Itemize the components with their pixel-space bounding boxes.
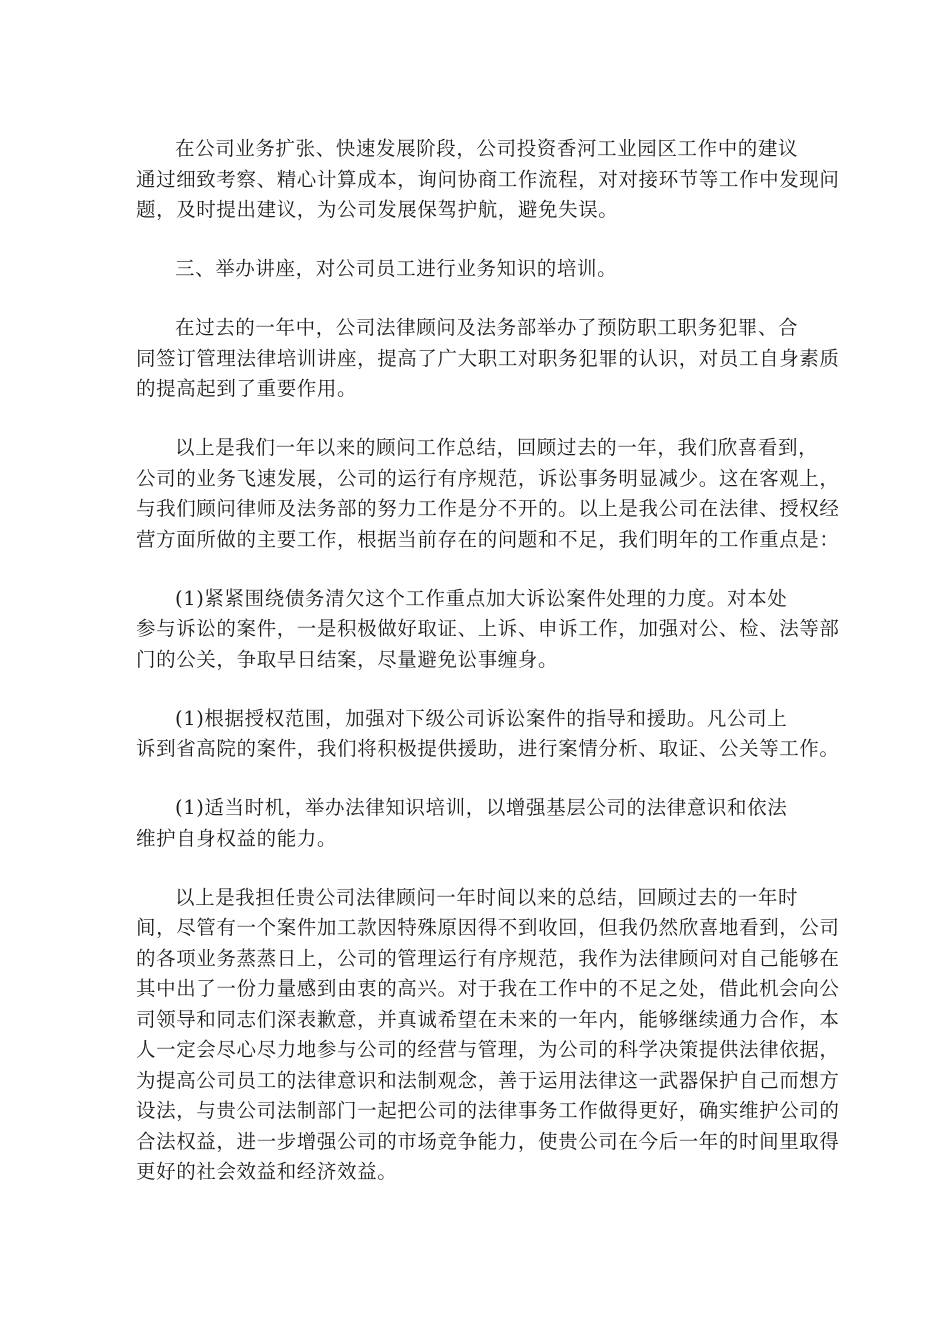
text-line: 以上是我担任贵公司法律顾问一年时间以来的总结，回顾过去的一年时 [175, 885, 799, 909]
document-body [136, 134, 840, 1216]
paragraph-training-lectures [136, 313, 840, 405]
text-line: 公司的业务飞速发展，公司的运行有序规范，诉讼事务明显减少。这在客观上， [136, 466, 840, 490]
text-line: (1)紧紧围绕债务清欠这个工作重点加大诉讼案件处理的力度。对本处 [175, 586, 788, 610]
text-line: (1)适当时机，举办法律知识培训，以增强基层公司的法律意识和依法 [175, 796, 788, 819]
text-line: 维护自身权益的能力。 [136, 826, 338, 850]
text-line: 诉到省高院的案件，我们将积极提供援助，进行案情分析、取证、公关等工作。 [136, 737, 840, 760]
text-line: 与我们顾问律师及法务部的努力工作是分不开的。以上是我公司在法律、授权经 [136, 497, 840, 520]
text-line: 通过细致考察、精心计算成本，询问协商工作流程，对对接环节等工作中发现问 [136, 167, 840, 191]
list-item-legal-training [136, 793, 816, 854]
list-item-subsidiary-guidance [136, 704, 840, 765]
paragraph-park-proposal [136, 134, 840, 226]
paragraph-annual-summary [136, 433, 840, 555]
text-line: 间，尽管有一个案件加工款因特殊原因得不到收回，但我仍然欣喜地看到，公司 [136, 916, 840, 939]
list-item-debt-litigation [136, 584, 840, 676]
text-line: 合法权益，进一步增强公司的市场竞争能力，使贵公司在今后一年的时间里取得 [136, 1129, 840, 1153]
text-line: 设法，与贵公司法制部门一起把公司的法律事务工作做得更好，确实维护公司的 [136, 1099, 840, 1122]
text-line: 三、举办讲座，对公司员工进行业务知识的培训。 [175, 257, 618, 280]
text-line: 营方面所做的主要工作，根据当前存在的问题和不足，我们明年的工作重点是： [136, 527, 840, 551]
text-line: 为提高公司员工的法律意识和法制观念，善于运用法律这一武器保护自己而想方 [136, 1068, 840, 1092]
text-line: 的各项业务蒸蒸日上，公司的管理运行有序规范，我作为法律顾问对自己能够在 [136, 946, 840, 970]
text-line: 的提高起到了重要作用。 [136, 377, 358, 400]
section-heading-lectures [136, 254, 816, 285]
text-line: 题，及时提出建议，为公司发展保驾护航，避免失误。 [136, 198, 619, 221]
text-line: 更好的社会效益和经济效益。 [136, 1160, 398, 1183]
paragraph-closing-summary [136, 883, 840, 1188]
text-line: 其中出了一份力量感到由衷的高兴。对于我在工作中的不足之处，借此机会向公 [136, 977, 840, 1000]
text-line: 在公司业务扩张、快速发展阶段，公司投资香河工业园区工作中的建议 [175, 137, 799, 160]
text-line: 人一定会尽心尽力地参与公司的经营与管理，为公司的科学决策提供法律依据， [136, 1038, 840, 1061]
text-line: 门的公关，争取早日结案，尽量避免讼事缠身。 [136, 647, 559, 671]
text-line: 以上是我们一年以来的顾问工作总结，回顾过去的一年，我们欣喜看到， [175, 436, 819, 459]
text-line: (1)根据授权范围，加强对下级公司诉讼案件的指导和援助。凡公司上 [175, 706, 788, 730]
text-line: 参与诉讼的案件，一是积极做好取证、上诉、申诉工作，加强对公、检、法等部 [136, 617, 840, 640]
text-line: 司领导和同志们深表歉意，并真诚希望在未来的一年内，能够继续通力合作，本 [136, 1007, 840, 1031]
text-line: 在过去的一年中，公司法律顾问及法务部举办了预防职工职务犯罪、合 [175, 316, 799, 339]
text-line: 同签订管理法律培训讲座，提高了广大职工对职务犯罪的认识，对员工自身素质 [136, 346, 840, 370]
